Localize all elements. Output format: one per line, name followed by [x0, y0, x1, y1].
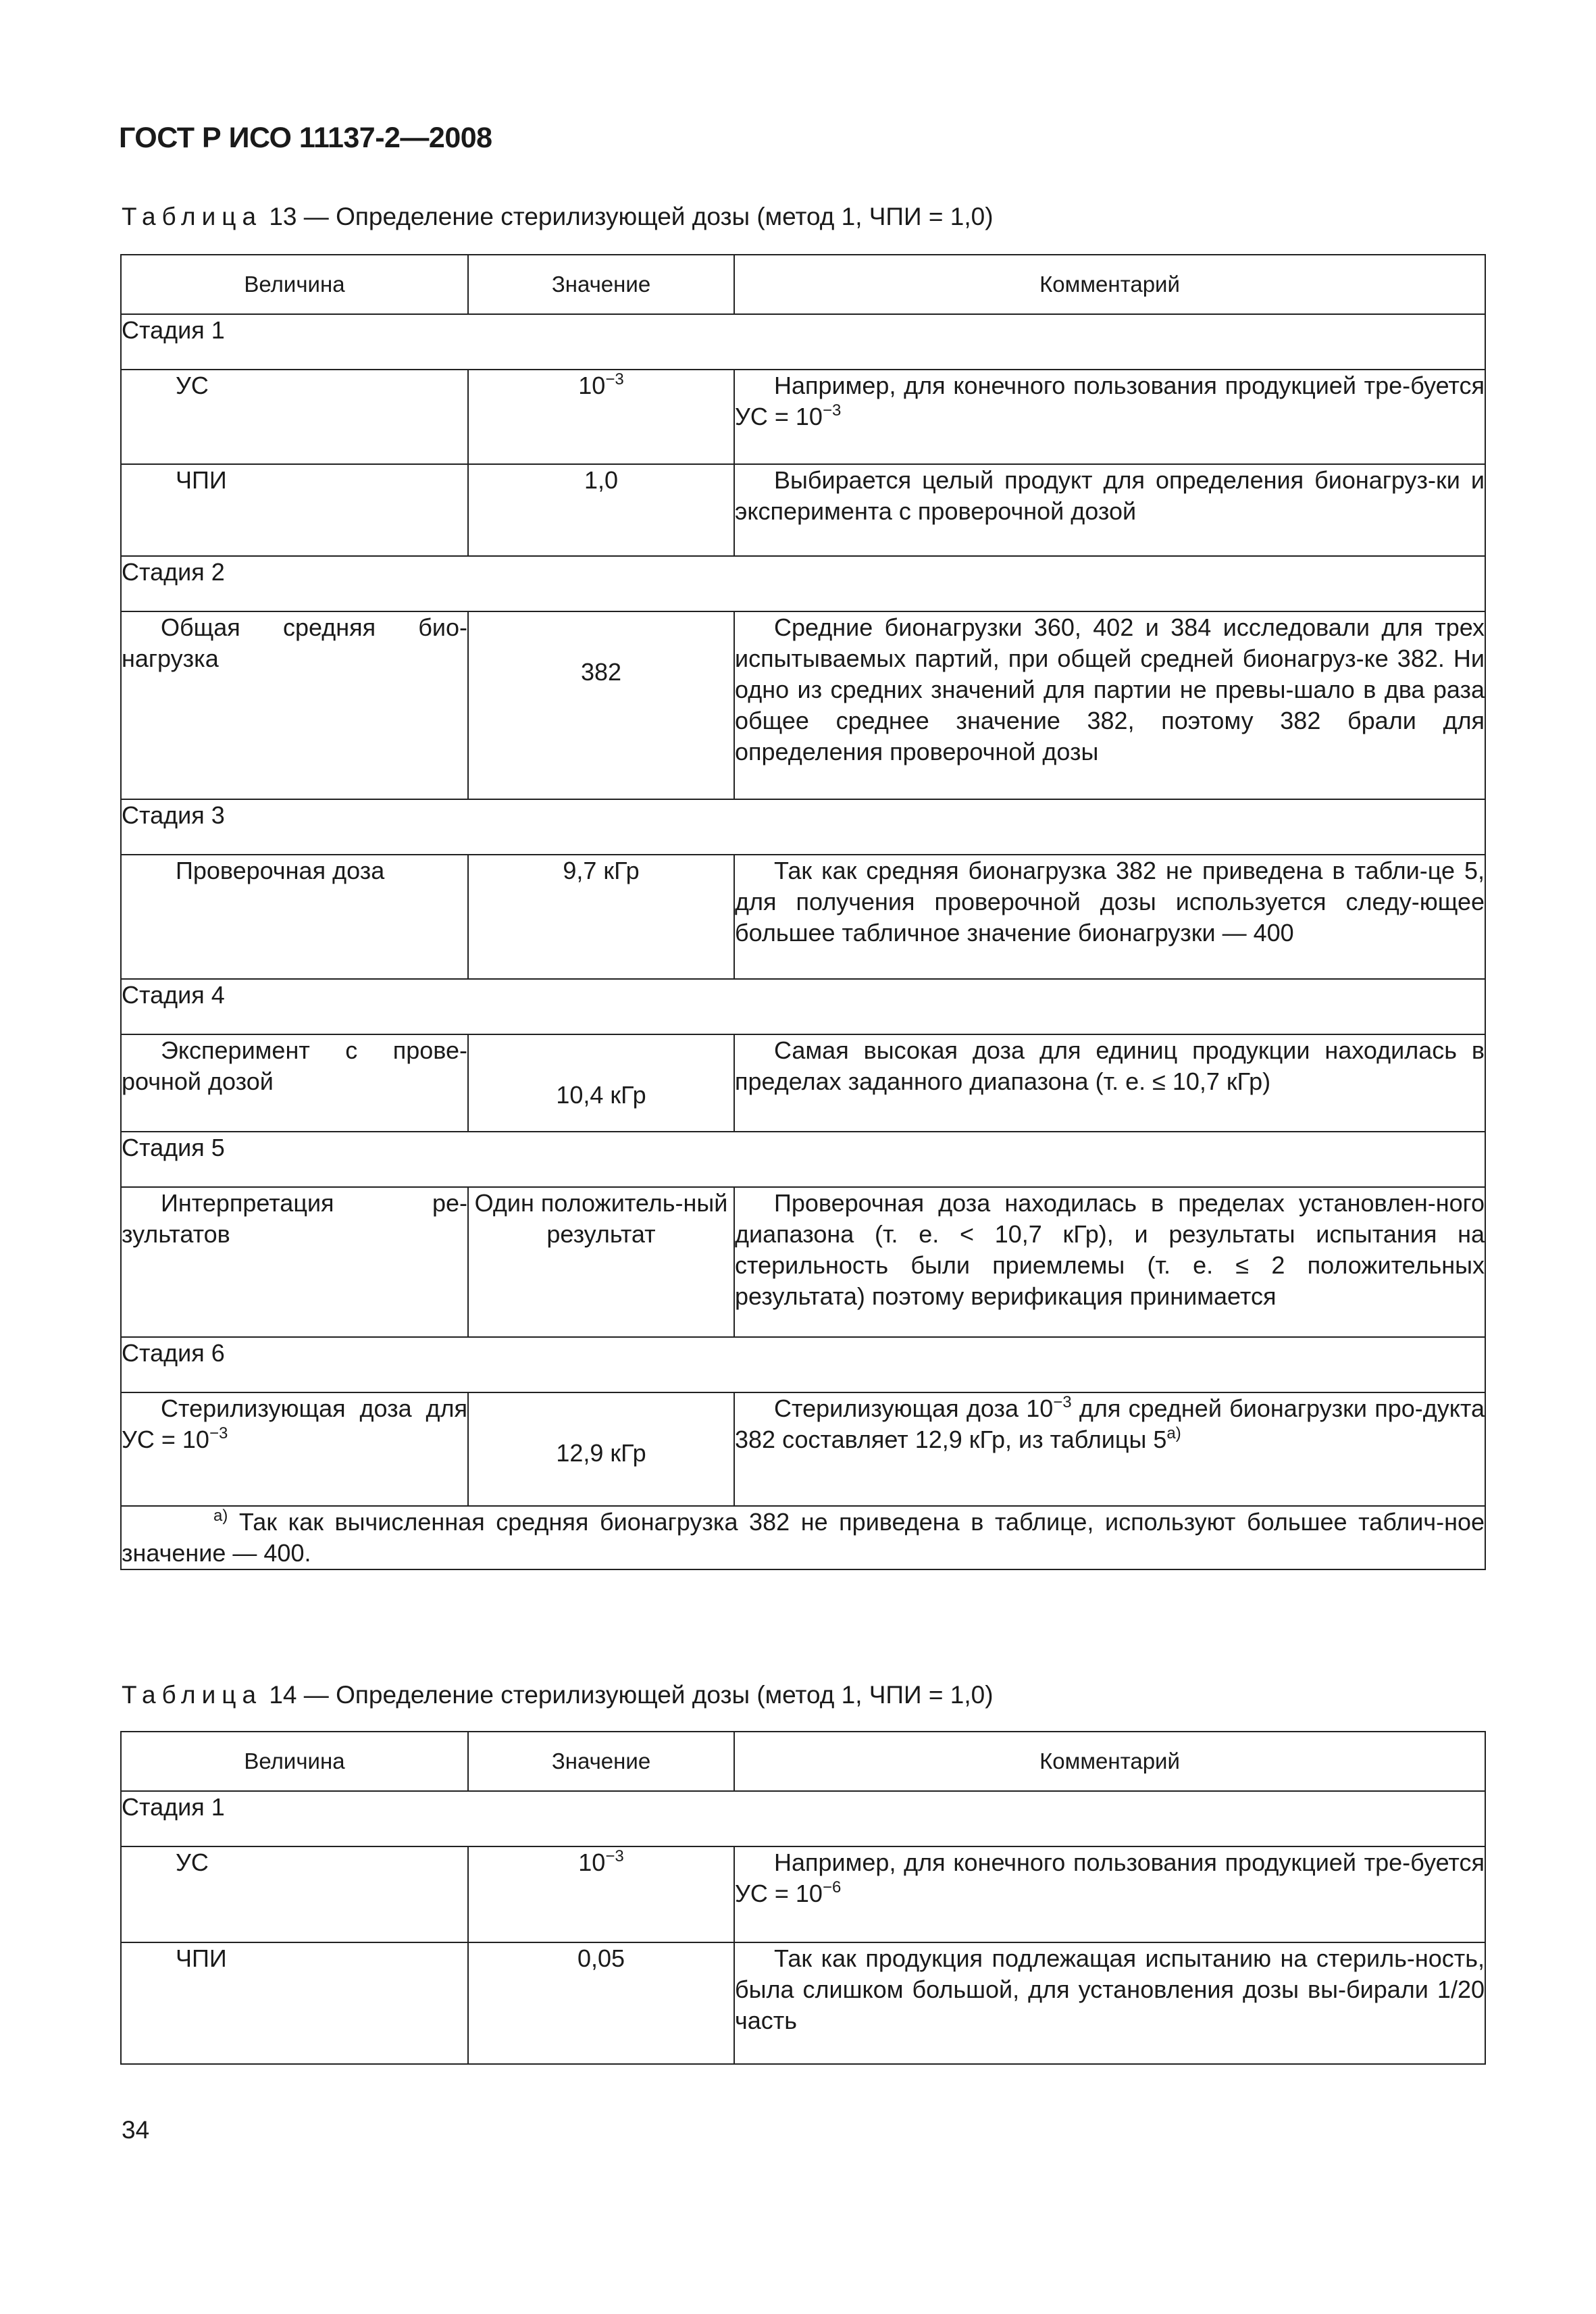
comment-cell: Так как продукция подлежащая испытанию на стериль-ность, была слишком большой, для установления дозы вы-бирали 1/20 часть	[734, 1942, 1485, 2064]
quantity-cell: Эксперимент с прове-рочной дозой	[121, 1034, 468, 1132]
comment-cell: Выбирается целый продукт для определения бионагруз-ки и эксперимента с проверочной дозой	[734, 464, 1485, 556]
quantity-cell: Интерпретация ре-зультатов	[121, 1187, 468, 1337]
quantity-text: Стерилизующая доза для УС = 10	[122, 1394, 467, 1453]
table-13-caption-word: Таблица	[122, 203, 263, 230]
value-cell: Один положитель-ный результат	[468, 1187, 734, 1337]
table-row	[121, 1942, 1485, 2064]
column-header-value: Значение	[468, 255, 734, 314]
footnote-text: Так как вычисленная средняя бионагрузка 382 не приведена в таблице, используют большее таблич-ное значение — 400.	[122, 1508, 1485, 1567]
table-row	[121, 370, 1485, 464]
table-row	[121, 1846, 1485, 1942]
stage-label: Стадия 5	[121, 1132, 1485, 1187]
value-cell: 0,05	[468, 1942, 734, 2064]
comment-cell	[734, 1846, 1485, 1942]
comment-exponent: −3	[1053, 1393, 1072, 1411]
comment-cell: Самая высокая доза для единиц продукции находилась в пределах заданного диапазона (т. е. ≤ 10,7 кГр)	[734, 1034, 1485, 1132]
stage-row	[121, 979, 1485, 1034]
column-header-comment: Комментарий	[734, 1732, 1485, 1791]
stage-label: Стадия 1	[121, 314, 1485, 370]
column-header-comment: Комментарий	[734, 255, 1485, 314]
table-14-header-row	[121, 1732, 1485, 1791]
page-number: 34	[122, 2116, 150, 2144]
comment-exponent: −6	[822, 1878, 842, 1896]
stage-label: Стадия 6	[121, 1337, 1485, 1392]
quantity-cell: УС	[121, 370, 468, 464]
table-row	[121, 1392, 1485, 1506]
quantity-cell: УС	[121, 1846, 468, 1942]
table-14	[120, 1731, 1486, 2065]
comment-cell: Так как средняя бионагрузка 382 не приведена в табли-це 5, для получения проверочной дозы используется следу-ющее большее табличное значение бионагрузки — 400	[734, 855, 1485, 979]
quantity-cell: ЧПИ	[121, 464, 468, 556]
column-header-quantity: Величина	[121, 1732, 468, 1791]
comment-text-continued: для средней бионагрузки про-дукта 382 составляет 12,9 кГр, из таблицы 5	[735, 1394, 1485, 1453]
table-row	[121, 855, 1485, 979]
stage-row	[121, 1791, 1485, 1846]
value-cell	[468, 1846, 734, 1942]
column-header-value: Значение	[468, 1732, 734, 1791]
value-cell: 1,0	[468, 464, 734, 556]
comment-text: Например, для конечного пользования продукцией тре-буется УС = 10	[735, 372, 1485, 430]
stage-row	[121, 314, 1485, 370]
value-cell: 10,4 кГр	[468, 1034, 734, 1132]
stage-label: Стадия 3	[121, 799, 1485, 855]
comment-cell: Средние бионагрузки 360, 402 и 384 исследовали для трех испытываемых партий, при общей средней бионагруз-ке 382. Ни одно из средних значений для партии не превы-шало в два раза общее среднее значение 382, поэтому 382 брали для определения проверочной дозы	[734, 611, 1485, 799]
quantity-exponent: −3	[209, 1424, 228, 1442]
footnote-row	[121, 1506, 1485, 1569]
quantity-cell: Общая средняя био-нагрузка	[121, 611, 468, 799]
value-base: 10	[578, 372, 606, 399]
stage-row	[121, 799, 1485, 855]
stage-row	[121, 556, 1485, 611]
comment-cell: Проверочная доза находилась в пределах установлен-ного диапазона (т. е. < 10,7 кГр), и результаты испытания на стерильность были приемлемы (т. е. ≤ 2 положительных результата) поэтому верификация принимается	[734, 1187, 1485, 1337]
table-14-caption-title: 14 — Определение стерилизующей дозы (метод 1, ЧПИ = 1,0)	[262, 1681, 994, 1709]
comment-cell	[734, 1392, 1485, 1506]
quantity-cell: ЧПИ	[121, 1942, 468, 2064]
document-header: ГОСТ Р ИСО 11137-2—2008	[119, 122, 492, 154]
stage-row	[121, 1337, 1485, 1392]
table-14-caption-word: Таблица	[122, 1681, 263, 1709]
table-row	[121, 1187, 1485, 1337]
value-exponent: −3	[605, 1847, 624, 1865]
value-cell	[468, 370, 734, 464]
value-base: 10	[578, 1848, 606, 1876]
value-cell: 12,9 кГр	[468, 1392, 734, 1506]
comment-text: Например, для конечного пользования продукцией тре-буется УС = 10	[735, 1848, 1485, 1907]
table-13	[120, 254, 1486, 1570]
stage-label: Стадия 4	[121, 979, 1485, 1034]
table-13-header-row	[121, 255, 1485, 314]
stage-label: Стадия 2	[121, 556, 1485, 611]
table-row	[121, 464, 1485, 556]
stage-label: Стадия 1	[121, 1791, 1485, 1846]
table-row	[121, 611, 1485, 799]
footnote-cell	[121, 1506, 1485, 1569]
value-exponent: −3	[605, 370, 624, 388]
table-14-caption	[122, 1681, 994, 1709]
footnote-reference: а)	[1166, 1424, 1181, 1442]
comment-text: Стерилизующая доза 10	[774, 1394, 1054, 1422]
value-cell: 382	[468, 611, 734, 799]
value-cell: 9,7 кГр	[468, 855, 734, 979]
table-13-caption-title: 13 — Определение стерилизующей дозы (метод 1, ЧПИ = 1,0)	[262, 203, 994, 230]
table-row	[121, 1034, 1485, 1132]
quantity-cell: Проверочная доза	[121, 855, 468, 979]
footnote-mark: а)	[213, 1507, 228, 1525]
stage-row	[121, 1132, 1485, 1187]
comment-cell	[734, 370, 1485, 464]
table-13-caption	[122, 203, 994, 231]
comment-exponent: −3	[822, 401, 842, 420]
quantity-cell	[121, 1392, 468, 1506]
column-header-quantity: Величина	[121, 255, 468, 314]
